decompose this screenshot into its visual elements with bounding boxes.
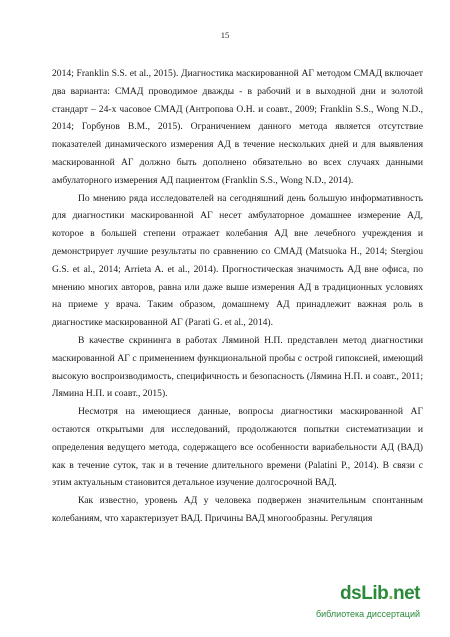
paragraph: Как известно, уровень АД у человека подвержен значительным спонтанным колебаниям, что характеризует ВАД. Причины ВАД многообразны. Регуляция xyxy=(52,495,423,524)
watermark-logo: dsLib.net xyxy=(340,583,420,604)
paragraph: 2014; Franklin S.S. et al., 2015). Диагностика маскированной АГ методом СМАД включает два варианта: СМАД проводимое дважды - в рабочий и в выходной дни и золотой стандарт – 24-х часовое СМАД (Антропова О.Н. и соавт., 2009; Franklin S.S., Wong N.D., 2014; Горбунов В.М., 2015). Ограничением данного метода является отсутствие показателей динамического измерения АД в течение нескольких дней и для выявления маскированной АГ должно быть дополнено обязательно во всех случаях данными амбулаторного измерения АД пациентом (Franklin S.S., Wong N.D., 2014). xyxy=(52,68,423,186)
paragraph: По мнению ряда исследователей на сегодняшний день большую информативность для диагностики маскированной АГ несет амбулаторное домашнее измерение АД, которое в большей степени отражает колебания АД вне лечебного учреждения и демонстрирует лучшие результаты по сравнению со СМАД (Matsuoka H., 2014; Stergiou G.S. et al., 2014; Arrieta A. et al., 2014). Прогностическая значимость АД вне офиса, по мнению многих авторов, равна или даже выше измерения АД в традиционных условиях на приеме у врача. Таким образом, домашнему АД принадлежит важная роль в диагностике маскированной АГ (Parati G. et al., 2014). xyxy=(52,192,423,329)
paragraph: Несмотря на имеющиеся данные, вопросы диагностики маскированной АГ остаются открытыми для исследований, продолжаются попытки систематизации и определения ведущего метода, содержащего все особенности вариабельности АД (ВАД) как в течение суток, так и в течение длительного времени (Palatini P., 2014). В связи с этим актуальным становится детальное изучение долгосрочной ВАД. xyxy=(52,406,423,489)
watermark xyxy=(315,583,420,629)
page-number: 15 xyxy=(220,30,230,40)
document-body xyxy=(52,65,423,528)
paragraph: В качестве скрининга в работах Ляминой Н.П. представлен метод диагностики маскированной АГ с применением функциональной пробы с острой гипоксией, имеющий высокую воспроизводимость, специфичность и безопасность (Лямина Н.П. и соавт., 2011; Лямина Н.П. и соавт., 2015). xyxy=(52,334,423,400)
watermark-caption: библиотека диссертаций xyxy=(315,609,420,619)
